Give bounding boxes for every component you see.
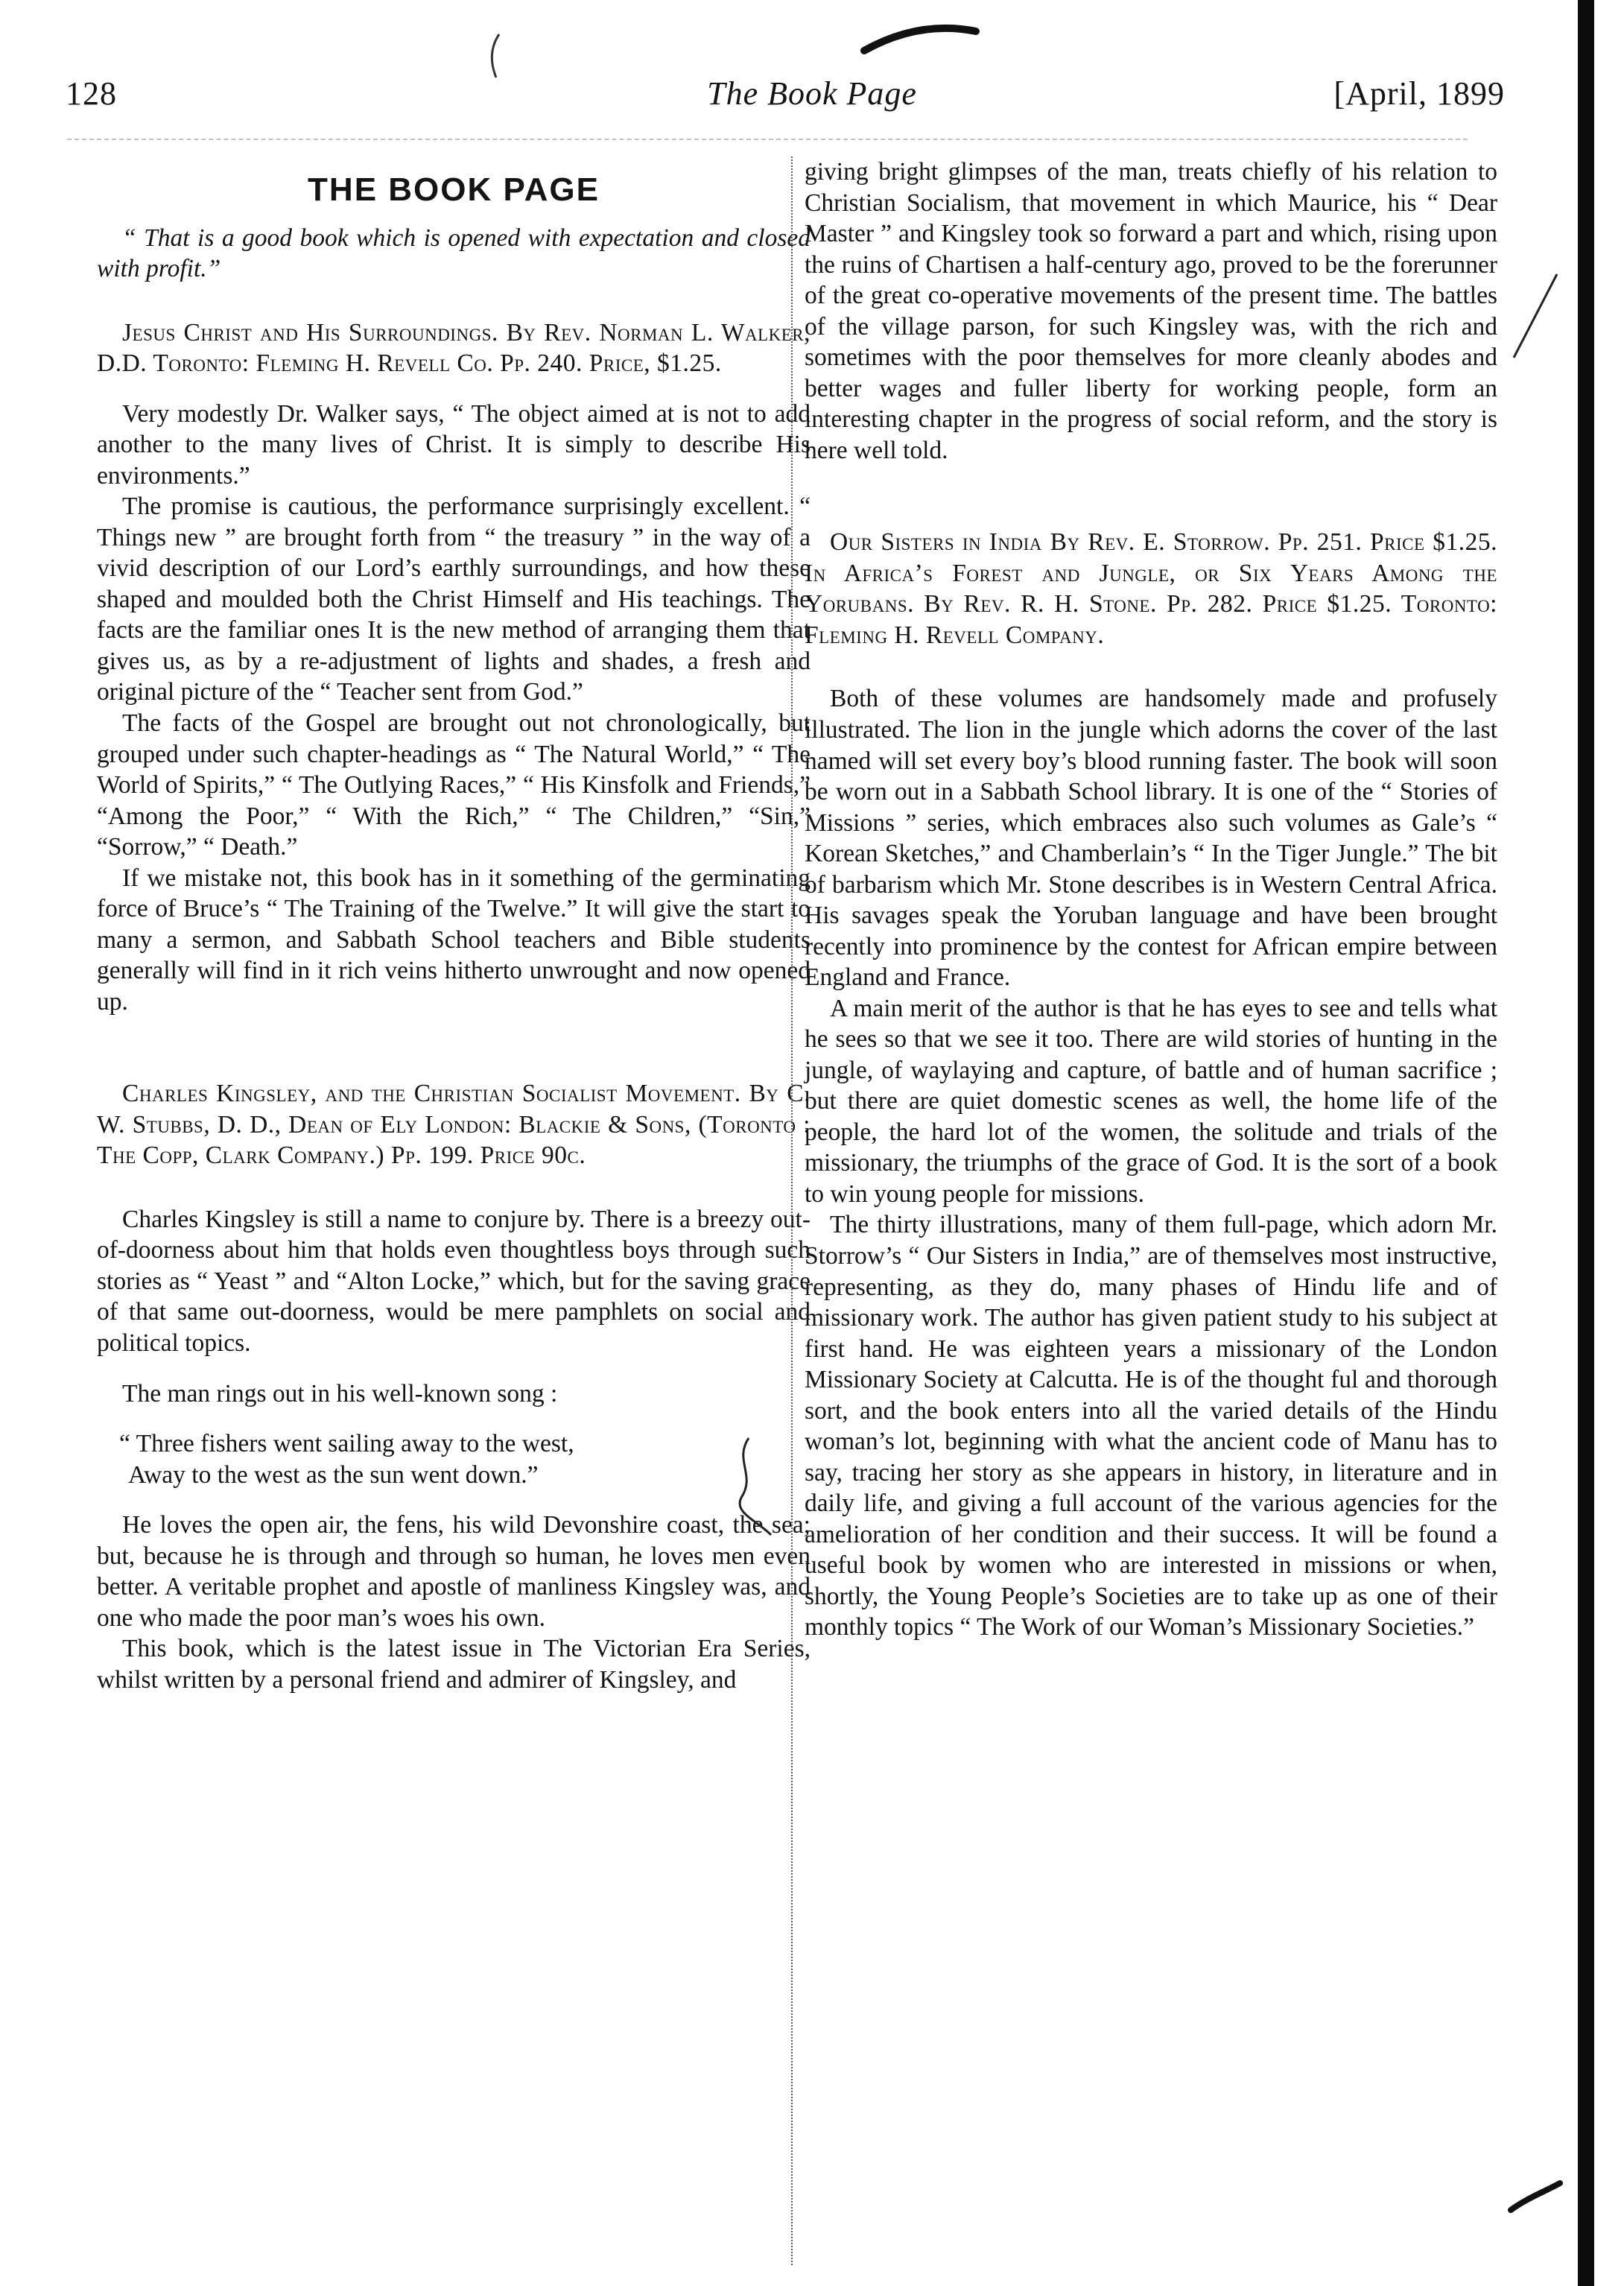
review-heading-missions: Our Sisters in India By Rev. E. Storrow. Pp. 251. Price $1.25. In Africa’s Forest and Jungle, or Six Years Among the Yorubans. By Rev. R. H. Stone. Pp. 282. Price $1.25. Toronto: Fleming H. Revell Company. [805,528,1497,649]
issue-date: [April, 1899 [1333,75,1505,112]
pen-mark-top [857,15,983,60]
review-heading-walker: Jesus Christ and His Surroundings. By Rev. Norman L. Walker, D.D. Toronto: Fleming H. Revell Co. Pp. 240. Price, $1.25. [97,318,811,378]
left-column [97,156,811,1695]
review-paragraph: The man rings out in his well-known song : [122,1379,558,1408]
column-divider [791,156,793,2265]
review-paragraph: This book, which is the latest issue in The Victorian Era Series, whilst written by a personal friend and admirer of Kingsley, and [97,1635,811,1694]
header-rule [67,139,1468,140]
journal-title: THE BOOK PAGE [308,171,600,208]
review-paragraph: A main merit of the author is that he has eyes to see and tells what he sees so that we see it too. There are wild stories of hunting in the jungle, of waylaying and capture, of battle and of human sacrifice ; but there are quiet domestic scenes as well, the home life of the people, the hard lot of the women, the solitude and trials of the missionary, the triumphs of the grace of God. It is the sort of a book to win young people for missions. [805,994,1497,1208]
right-column [805,156,1497,1643]
review-paragraph: The facts of the Gospel are brought out not chronologically, but grouped under such chapter-headings as “ The Natural World,” “ The World of Spirits,” “ The Outlying Races,” “ His Kinsfolk and Friends,” “Among the Poor,” “ With the Rich,” “ The Children,” “Sin,” “Sorrow,” “ Death.” [97,709,811,861]
review-paragraph: The promise is cautious, the performance surprisingly excellent. “ Things new ” are brought forth from “ the treasury ” in the way of a vivid description of our Lord’s earthly surroundings, and how these shaped and moulded both the Christ Himself and His teachings. The facts are the familiar ones It is the new method of arranging them that gives us, as by a re-adjustment of lights and shades, a fresh and original picture of the “ Teacher sent from God.” [97,493,811,706]
verse-line: “ Three fishers went sailing away to the west, [119,1430,574,1458]
scan-edge-bar [1578,0,1594,2286]
margin-scribble [726,1431,793,1542]
margin-pen-stroke [1505,2176,1564,2220]
margin-slash [1505,268,1564,365]
page-number: 128 [66,75,117,112]
pen-mark-tick [484,30,507,82]
review-paragraph: If we mistake not, this book has in it something of the germinating force of Bruce’s “ The Training of the Twelve.” It will give the start to many a sermon, and Sabbath School teachers and Bible students generally will find in it rich veins hitherto unwrought and now opened up. [97,864,811,1016]
song-verse [97,1428,811,1490]
review-paragraph: He loves the open air, the fens, his wild Devonshire coast, the sea; but, because he is through and through so human, he loves men even better. A veritable prophet and apostle of manliness Kingsley was, and one who made the poor man’s woes his own. [97,1511,811,1632]
motto: “ That is a good book which is opened with expectation and closed with profit.” [97,224,811,283]
review-paragraph: Both of these volumes are handsomely made and profusely illustrated. The lion in the jungle which adorns the cover of the last named will set every boy’s blood running faster. The book will soon be worn out in a Sabbath School library. It is one of the “ Stories of Missions ” series, which embraces also such volumes as Gale’s “ Korean Sketches,” and Chamberlain’s “ In the Tiger Jungle.” The bit of barbarism which Mr. Stone describes is in Western Central Africa. His savages speak the Yoruban language and have been brought recently into prominence by the contest for African empire between England and France. [805,685,1497,992]
running-title: The Book Page [707,75,917,112]
review-continuation: giving bright glimpses of the man, treats chiefly of his relation to Christian Socialism, that movement in which Maurice, his “ Dear Master ” and Kingsley took so forward a part and which, rising upon the ruins of Chartisen a half-century ago, proved to be the forerunner of the great co-operative movements of the present time. The battles of the village parson, for such Kingsley was, with the rich and sometimes with the poor themselves for more cleanly abodes and better wages and fuller liberty for working people, form an interesting chapter in the progress of social reform, and the story is here well told. [805,158,1497,464]
review-paragraph: The thirty illustrations, many of them full-page, which adorn Mr. Storrow’s “ Our Sisters in India,” are of themselves most instructive, representing, as they do, many phases of Hindu life and of missionary work. The author has given patient study to his subject at first hand. He was eighteen years a missionary of the London Missionary Society at Calcutta. He is of the thought ful and thorough sort, and the book enters into all the varied details of the Hindu woman’s lot, beginning with what the ancient code of Manu has to say, tracing her story as she appears in history, in literature and in daily life, and giving a full account of the various agencies for the amelioration of her condition and their success. It will be found a useful book by women who are interested in missions or when, shortly, the Young People’s Societies are to take up as one of their monthly topics “ The Work of our Woman’s Missionary Societies.” [805,1211,1497,1641]
verse-line: Away to the west as the sun went down.” [128,1460,539,1489]
review-paragraph: Charles Kingsley is still a name to conjure by. There is a breezy out-of-doorness about him that holds even thoughtless boys through such stories as “ Yeast ” and “Alton Locke,” which, but for the saving grace of that same out-doorness, would be mere pamphlets on social and political topics. [97,1205,811,1358]
review-paragraph: Very modestly Dr. Walker says, “ The object aimed at is not to add another to the many lives of Christ. It is simply to describe His environments.” [97,399,811,490]
review-heading-kingsley: Charles Kingsley, and the Christian Socialist Movement. By C. W. Stubbs, D. D., Dean of Ely London: Blackie & Sons, (Toronto : The Copp, Clark Company.) Pp. 199. Price 90c. [97,1080,811,1170]
